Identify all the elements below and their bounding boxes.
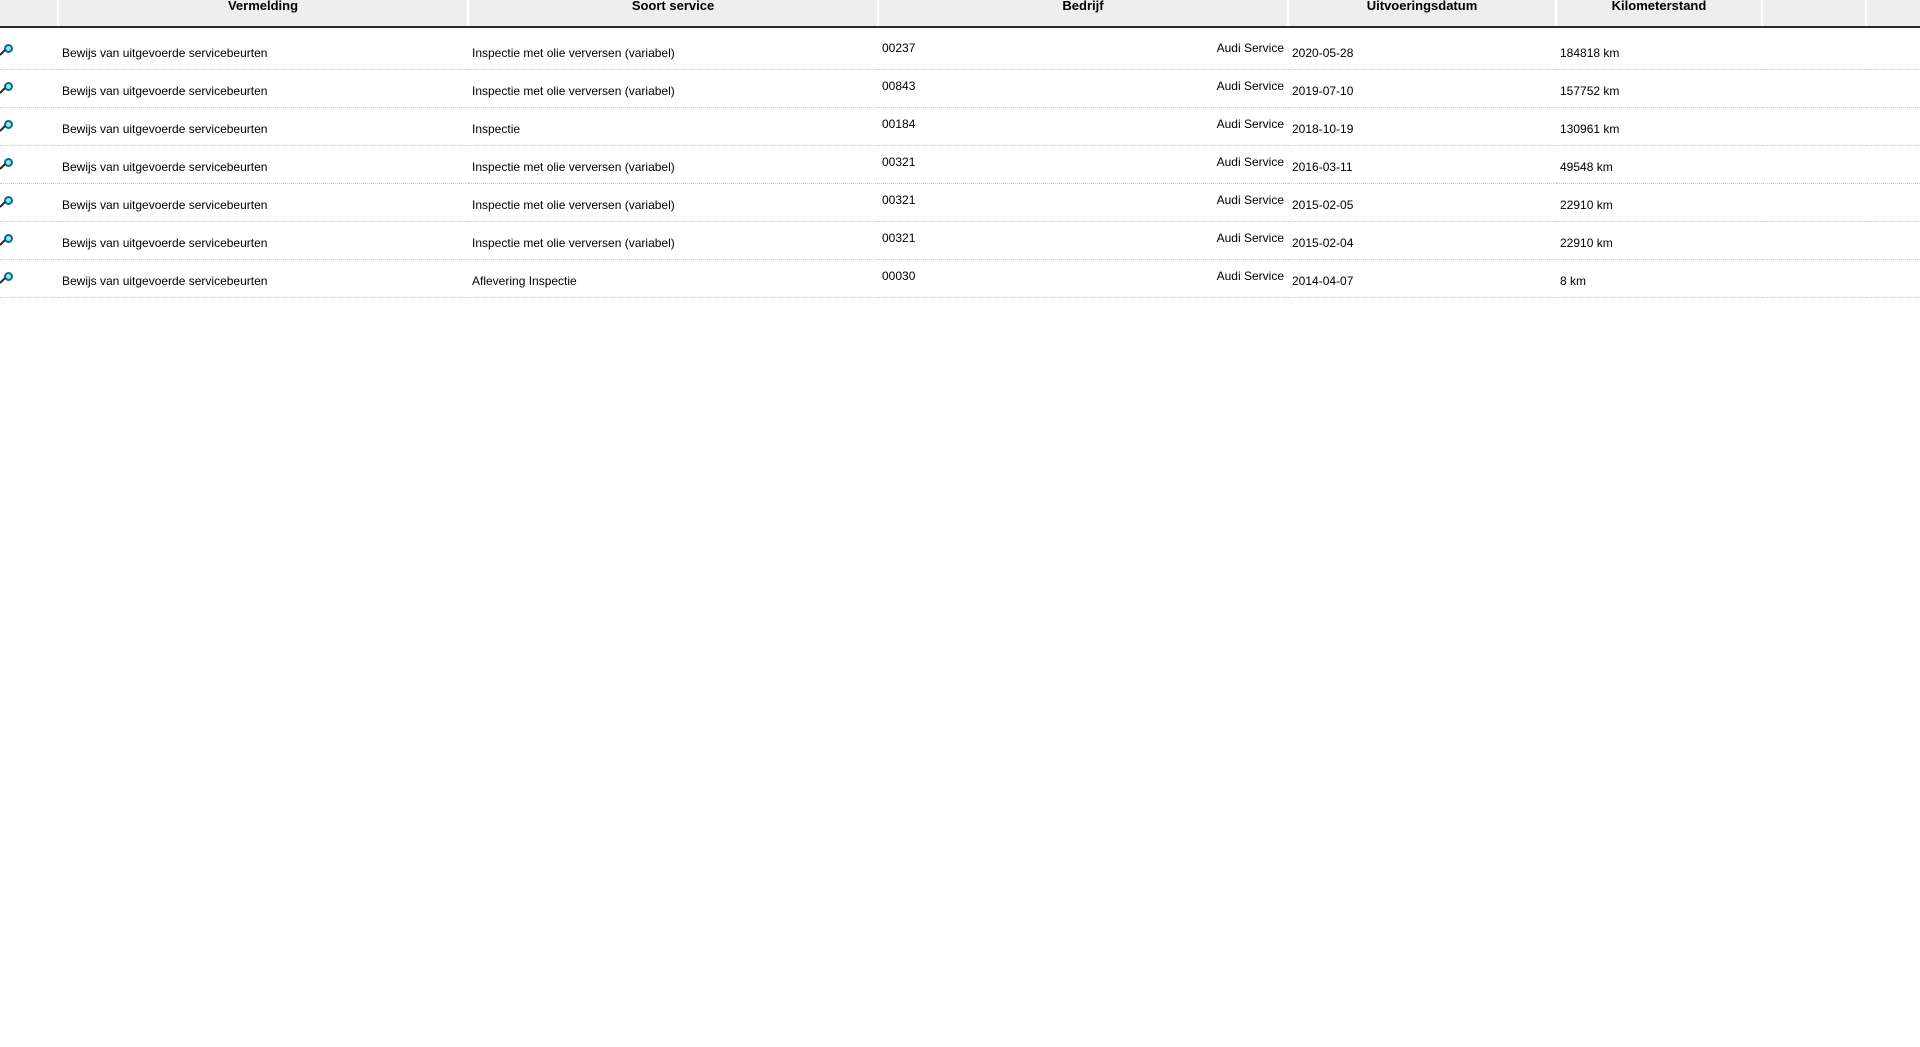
cell-kilometerstand: 22910 km: [1556, 222, 1762, 260]
bedrijf-nummer: 00321: [882, 193, 916, 207]
table-row[interactable]: [0, 184, 1920, 222]
cell-bedrijf: [878, 222, 1288, 260]
row-icon-cell[interactable]: [0, 260, 58, 298]
row-icon-cell[interactable]: [0, 146, 58, 184]
row-icon-cell[interactable]: [0, 32, 58, 70]
cell-kilometerstand: 157752 km: [1556, 70, 1762, 108]
column-header-bedrijf[interactable]: Bedrijf: [878, 0, 1288, 27]
cell-soort-service: Inspectie met olie verversen (variabel): [468, 70, 878, 108]
cell-extra-2: [1866, 108, 1920, 146]
bedrijf-naam: Audi Service: [1216, 41, 1284, 55]
row-icon-cell[interactable]: [0, 184, 58, 222]
magnifier-handle: [0, 49, 6, 55]
column-header-uitvoeringsdatum[interactable]: Uitvoeringsdatum: [1288, 0, 1556, 27]
table-row[interactable]: [0, 260, 1920, 298]
table-header: [0, 0, 1920, 27]
magnifier-handle: [0, 87, 6, 93]
cell-bedrijf: [878, 70, 1288, 108]
cell-extra-2: [1866, 32, 1920, 70]
cell-bedrijf: [878, 108, 1288, 146]
cell-kilometerstand: 130961 km: [1556, 108, 1762, 146]
magnifier-handle: [0, 239, 6, 245]
cell-soort-service: Inspectie met olie verversen (variabel): [468, 32, 878, 70]
cell-uitvoeringsdatum: 2018-10-19: [1288, 108, 1556, 146]
cell-vermelding: Bewijs van uitgevoerde servicebeurten: [58, 70, 468, 108]
cell-vermelding: Bewijs van uitgevoerde servicebeurten: [58, 146, 468, 184]
column-header-extra-2: [1866, 0, 1920, 27]
cell-uitvoeringsdatum: 2015-02-04: [1288, 222, 1556, 260]
row-icon-cell[interactable]: [0, 70, 58, 108]
table-body: [0, 27, 1920, 298]
bedrijf-naam: Audi Service: [1216, 79, 1284, 93]
header-row: [0, 0, 1920, 27]
bedrijf-nummer: 00184: [882, 117, 916, 131]
bedrijf-nummer: 00321: [882, 155, 916, 169]
magnifier-lens: [4, 120, 13, 129]
table-row[interactable]: [0, 146, 1920, 184]
cell-extra-2: [1866, 222, 1920, 260]
cell-kilometerstand: 184818 km: [1556, 32, 1762, 70]
bedrijf-naam: Audi Service: [1216, 193, 1284, 207]
cell-uitvoeringsdatum: 2015-02-05: [1288, 184, 1556, 222]
cell-kilometerstand: 49548 km: [1556, 146, 1762, 184]
cell-uitvoeringsdatum: 2014-04-07: [1288, 260, 1556, 298]
table-row[interactable]: [0, 108, 1920, 146]
magnifier-handle: [0, 163, 6, 169]
cell-bedrijf: [878, 184, 1288, 222]
cell-extra-2: [1866, 184, 1920, 222]
bedrijf-naam: Audi Service: [1216, 117, 1284, 131]
cell-bedrijf: [878, 146, 1288, 184]
cell-soort-service: Inspectie met olie verversen (variabel): [468, 146, 878, 184]
cell-kilometerstand: 22910 km: [1556, 184, 1762, 222]
magnifier-lens: [4, 44, 13, 53]
magnifier-handle: [0, 201, 6, 207]
cell-bedrijf: [878, 260, 1288, 298]
magnifier-lens: [4, 82, 13, 91]
cell-extra-1: [1762, 32, 1866, 70]
cell-vermelding: Bewijs van uitgevoerde servicebeurten: [58, 222, 468, 260]
magnifier-lens: [4, 272, 13, 281]
cell-extra-1: [1762, 70, 1866, 108]
cell-soort-service: Aflevering Inspectie: [468, 260, 878, 298]
row-icon-cell[interactable]: [0, 222, 58, 260]
cell-vermelding: Bewijs van uitgevoerde servicebeurten: [58, 32, 468, 70]
magnifier-handle: [0, 125, 6, 131]
cell-extra-1: [1762, 146, 1866, 184]
cell-kilometerstand: 8 km: [1556, 260, 1762, 298]
cell-extra-2: [1866, 146, 1920, 184]
cell-bedrijf: [878, 32, 1288, 70]
service-history-table: [0, 0, 1920, 298]
bedrijf-naam: Audi Service: [1216, 155, 1284, 169]
table-row[interactable]: [0, 32, 1920, 70]
magnifier-icon[interactable]: [0, 158, 16, 174]
column-header-kilometerstand[interactable]: Kilometerstand: [1556, 0, 1762, 27]
bedrijf-naam: Audi Service: [1216, 231, 1284, 245]
cell-uitvoeringsdatum: 2019-07-10: [1288, 70, 1556, 108]
cell-vermelding: Bewijs van uitgevoerde servicebeurten: [58, 260, 468, 298]
cell-soort-service: Inspectie: [468, 108, 878, 146]
column-header-extra-1: [1762, 0, 1866, 27]
cell-vermelding: Bewijs van uitgevoerde servicebeurten: [58, 184, 468, 222]
magnifier-lens: [4, 158, 13, 167]
bedrijf-naam: Audi Service: [1216, 269, 1284, 283]
magnifier-icon[interactable]: [0, 120, 16, 136]
cell-extra-2: [1866, 70, 1920, 108]
cell-uitvoeringsdatum: 2020-05-28: [1288, 32, 1556, 70]
bedrijf-nummer: 00321: [882, 231, 916, 245]
cell-extra-2: [1866, 260, 1920, 298]
cell-soort-service: Inspectie met olie verversen (variabel): [468, 222, 878, 260]
magnifier-icon[interactable]: [0, 234, 16, 250]
bedrijf-nummer: 00030: [882, 269, 916, 283]
magnifier-icon[interactable]: [0, 272, 16, 288]
bedrijf-nummer: 00843: [882, 79, 916, 93]
magnifier-icon[interactable]: [0, 44, 16, 60]
cell-extra-1: [1762, 260, 1866, 298]
cell-soort-service: Inspectie met olie verversen (variabel): [468, 184, 878, 222]
table-row[interactable]: [0, 70, 1920, 108]
magnifier-icon[interactable]: [0, 196, 16, 212]
cell-extra-1: [1762, 184, 1866, 222]
column-header-soort-service[interactable]: Soort service: [468, 0, 878, 27]
cell-extra-1: [1762, 108, 1866, 146]
cell-vermelding: Bewijs van uitgevoerde servicebeurten: [58, 108, 468, 146]
magnifier-handle: [0, 277, 6, 283]
column-header-vermelding[interactable]: Vermelding: [58, 0, 468, 27]
magnifier-icon[interactable]: [0, 82, 16, 98]
magnifier-lens: [4, 234, 13, 243]
table-row[interactable]: [0, 222, 1920, 260]
column-header-icon: [0, 0, 58, 27]
row-icon-cell[interactable]: [0, 108, 58, 146]
magnifier-lens: [4, 196, 13, 205]
cell-extra-1: [1762, 222, 1866, 260]
cell-uitvoeringsdatum: 2016-03-11: [1288, 146, 1556, 184]
bedrijf-nummer: 00237: [882, 41, 916, 55]
